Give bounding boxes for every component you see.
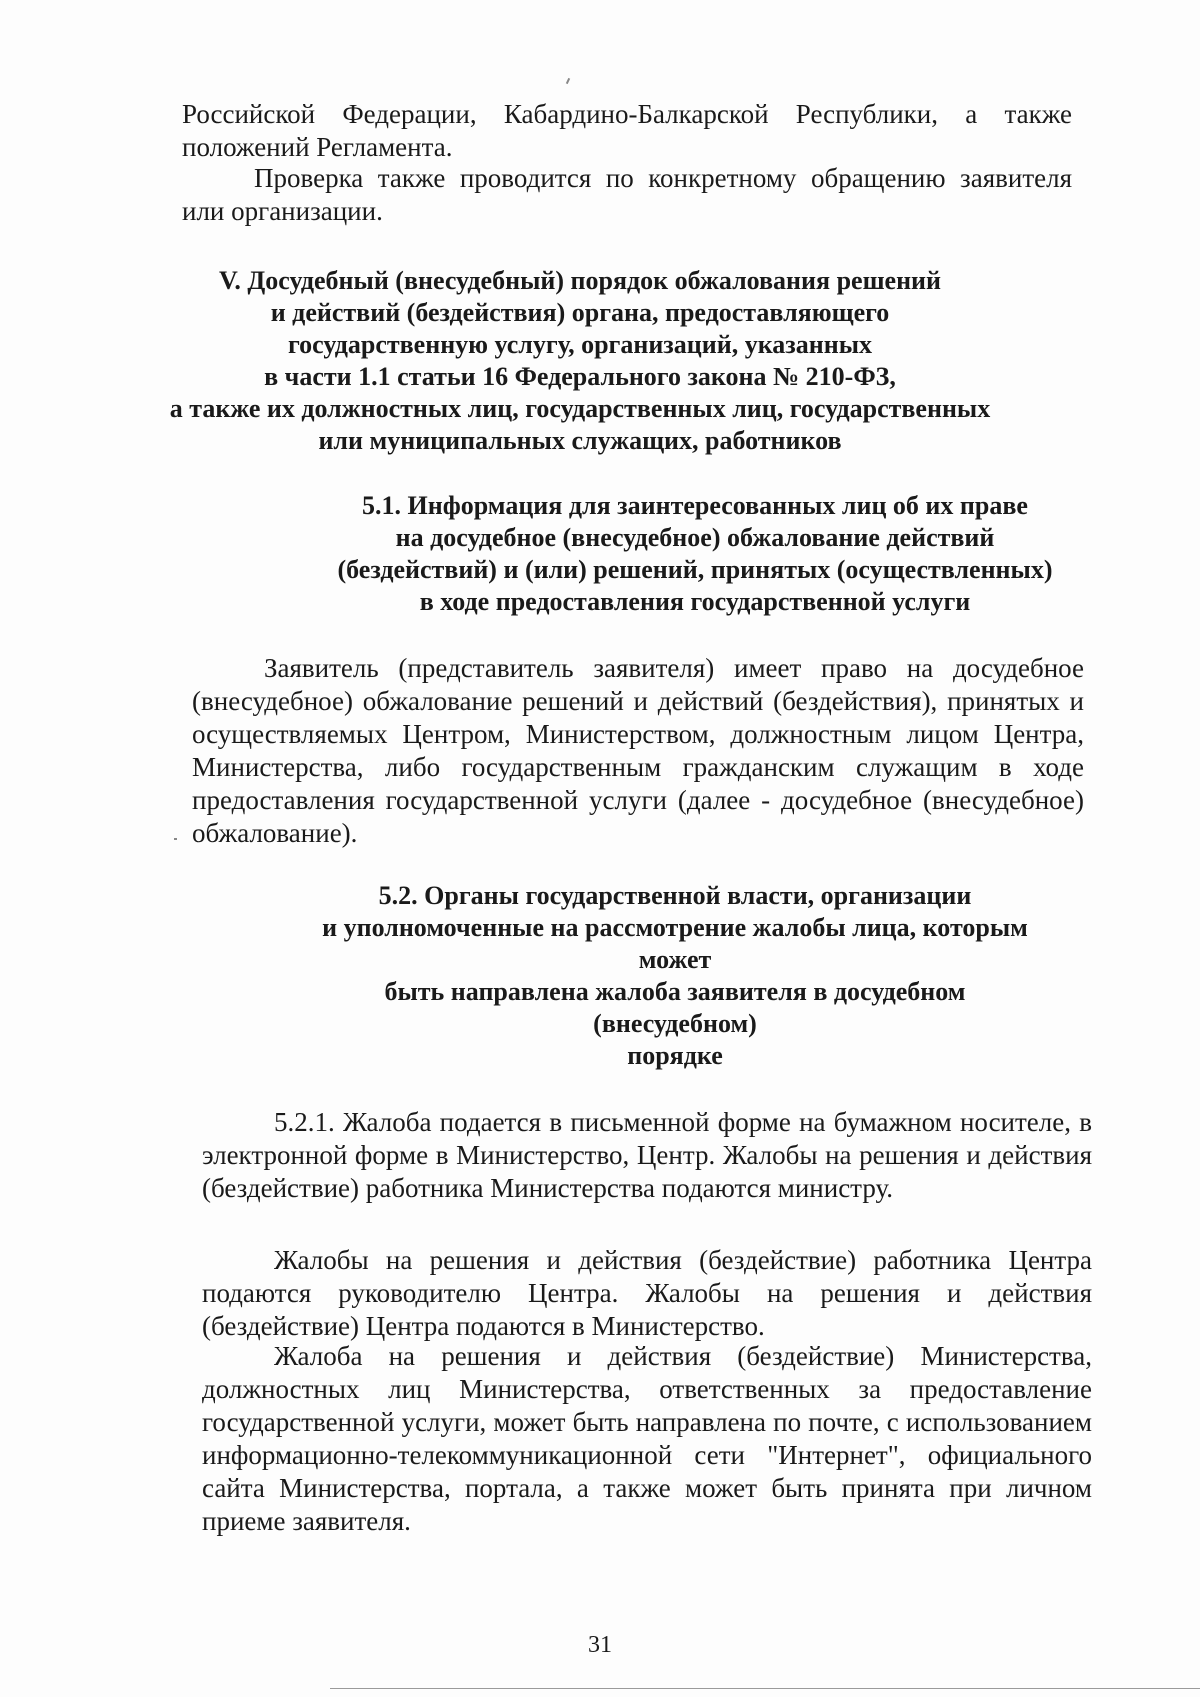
section-5-heading (110, 265, 1050, 457)
page-number: 31 (588, 1632, 612, 1658)
heading-line: 5.1. Информация для заинтересованных лиц об их праве (362, 491, 1028, 520)
section-5-2-1-paragraph: 5.2.1. Жалоба подается в письменной форме на бумажном носителе, в электронной форме в Министерство, Центр. Жалобы на решения и действия (бездействие) работника Министерства подаются министру. (202, 1107, 1092, 1203)
heading-line: (бездействий) и (или) решений, принятых (осуществленных) (337, 555, 1053, 584)
heading-line: и уполномоченные на рассмотрение жалобы лица, которым (322, 913, 1028, 942)
heading-line: быть направлена жалоба заявителя в досудебном (384, 977, 966, 1006)
scan-speck (174, 838, 177, 840)
heading-line: (внесудебном) (593, 1009, 757, 1038)
heading-line: в части 1.1 статьи 16 Федерального закона № 210-ФЗ, (264, 362, 896, 391)
heading-line: государственную услугу, организаций, указанных (288, 330, 872, 359)
heading-line: 5.2. Органы государственной власти, организации (378, 881, 972, 910)
scan-edge-line (330, 1688, 1200, 1689)
section-5-2-heading (270, 880, 1080, 1072)
heading-line: а также их должностных лиц, государственных лиц, государственных (169, 394, 991, 423)
heading-line: и действий (бездействия) органа, предоставляющего (270, 298, 890, 327)
heading-line: порядке (627, 1041, 723, 1070)
section-5-2-paragraph-3: Жалоба на решения и действия (бездействие) Министерства, должностных лиц Министерства, ответственных за предоставление государственной услуги, может быть направлена по почте, с использованием информационно-телекоммуникационной сети "Интернет", официального сайта Министерства, портала, а также может быть принята при личном приеме заявителя. (202, 1341, 1092, 1536)
heading-line: на досудебное (внесудебное) обжалование действий (395, 523, 995, 552)
section-5-1-body: Заявитель (представитель заявителя) имеет право на досудебное (внесудебное) обжалование решений и действий (бездействия), принятых и осуществляемых Центром, Министерством, должностным лицом Центра, Министерства, либо государственным гражданским служащим в ходе предоставления государственной услуги (далее - досудебное (внесудебное) обжалование). (192, 653, 1084, 848)
scan-speck (566, 78, 570, 84)
heading-line: V. Досудебный (внесудебный) порядок обжалования решений (218, 266, 942, 295)
heading-line: может (638, 945, 712, 974)
section-5-1-heading (260, 490, 1130, 618)
heading-line: или муниципальных служащих, работников (318, 426, 842, 455)
heading-line: в ходе предоставления государственной услуги (419, 587, 971, 616)
intro-paragraph-1: Российской Федерации, Кабардино-Балкарской Республики, а также положений Регламента. (182, 99, 1072, 162)
intro-paragraph-2: Проверка также проводится по конкретному обращению заявителя или организации. (182, 163, 1072, 226)
section-5-2-paragraph-2: Жалобы на решения и действия (бездействие) работника Центра подаются руководителю Центра. Жалобы на решения и действия (бездействие) Центра подаются в Министерство. (202, 1245, 1092, 1341)
